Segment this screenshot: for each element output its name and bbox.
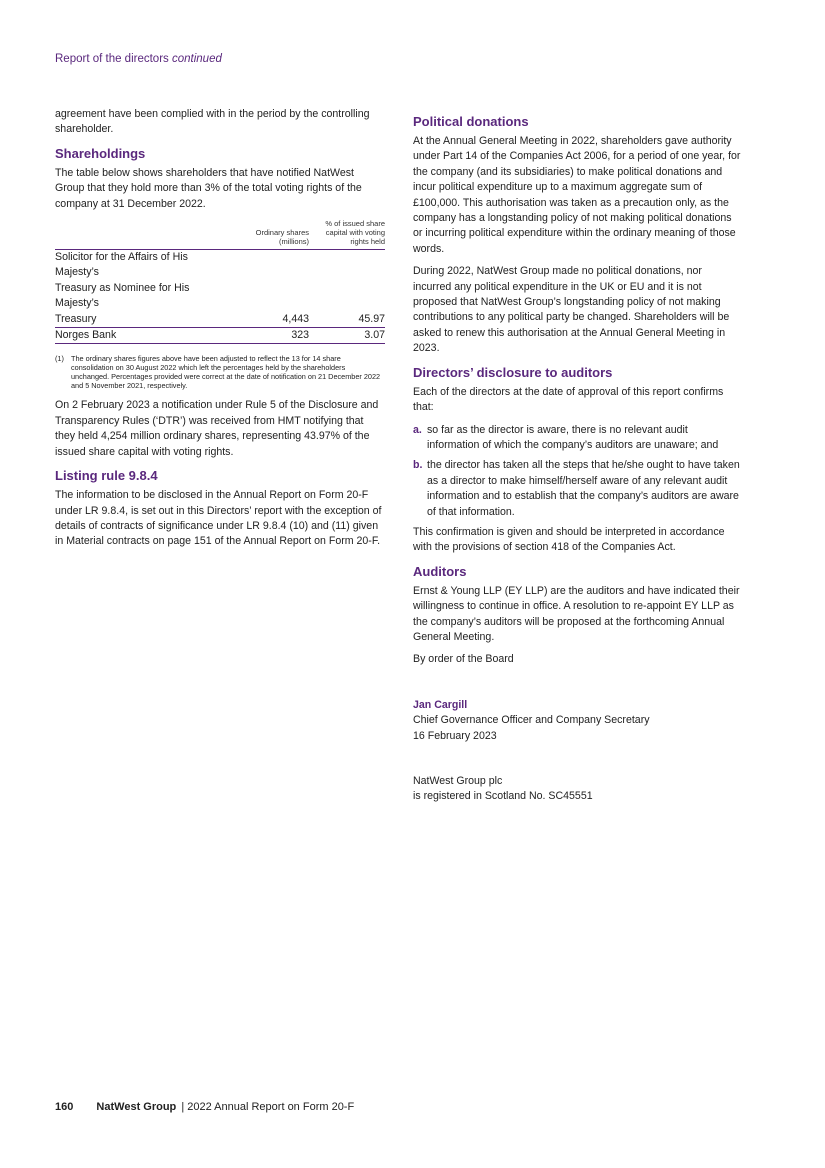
shareholders-table (55, 219, 385, 344)
left-column (55, 107, 385, 557)
row-name: Solicitor for the Affairs of His Majesty’s (55, 250, 234, 281)
dtr-text: On 2 February 2023 a notification under Rule 5 of the Disclosure and Transparency Rules (‘DTR’) was received from HMT notifying that they held 4,254 million ordinary shares, representing 43.97% of the issued share capital with voting rights. (55, 399, 379, 458)
political-p2: During 2022, NatWest Group made no political donations, nor incurred any political expenditure in the UK or EU and it is not proposed that NatWest Group’s longstanding policy of not making contributions to any political party be changed. Shareholders will be asked to renew this authorisation at the Annual General Meeting in 2023. (413, 265, 730, 355)
col-ordinary-shares: Ordinary shares (millions) (255, 228, 309, 247)
row-pct: 45.97 (358, 312, 385, 325)
footnote-text: The ordinary shares figures above have been adjusted to reflect the 13 for 14 share consolidation on 30 August 2022 which left the percentages held by the shareholders unchanged. Percentages provided were correct at the date of notification on 21 December 2022 and 5 November 2021, respectively. (71, 354, 381, 391)
page-number: 160 (55, 1101, 74, 1113)
signatory-name: Jan Cargill (413, 698, 468, 711)
intro-text: agreement have been complied with in the period by the controlling shareholder. (55, 108, 370, 136)
table-row (55, 312, 385, 328)
signature-date: 16 February 2023 (413, 729, 497, 742)
row-shares: 323 (234, 328, 309, 344)
signatory-title: Chief Governance Officer and Company Secretary (413, 714, 650, 727)
list-item (413, 458, 743, 520)
header-title: Report of the directors (55, 53, 169, 65)
auditors-heading: Auditors (413, 563, 467, 579)
disclosure-intro: Each of the directors at the date of approval of this report confirms that: (413, 385, 724, 414)
list-marker: b. (413, 459, 423, 472)
right-column (413, 107, 743, 805)
list-text: so far as the director is aware, there is no relevant audit information of which the company’s auditors are unaware; and (427, 423, 719, 451)
auditors-text: Ernst & Young LLP (EY LLP) are the auditors and have indicated their willingness to continue in office. A resolution to re-appoint EY LLP as the company’s auditors will be proposed at the forthcoming Annual General Meeting. (413, 584, 740, 643)
disclosure-heading: Directors’ disclosure to auditors (413, 364, 613, 380)
row-name: Treasury as Nominee for His Majesty’s (55, 281, 190, 310)
table-row (55, 281, 385, 312)
footer-report: 2022 Annual Report on Form 20-F (187, 1101, 355, 1113)
list-text: the director has taken all the steps that he/she ought to have taken as a director to make himself/herself aware of any relevant audit information and to establish that the company’s auditors are aware of that information. (427, 459, 740, 518)
listing-text: The information to be disclosed in the Annual Report on Form 20-F under LR 9.8.4, is set out in this Directors’ report with the exception of details of contracts of significance under LR 9.8.4 (10) and (11) given in Material contracts on page 151 of the Annual Report on Form 20-F. (55, 489, 382, 548)
row-name: Norges Bank (55, 328, 234, 344)
disclosure-confirmation: This confirmation is given and should be interpreted in accordance with the provisions of section 418 of the Companies Act. (413, 525, 725, 554)
order-text: By order of the Board (413, 653, 514, 666)
listing-heading: Listing rule 9.8.4 (55, 468, 158, 484)
footer-separator: | (181, 1101, 185, 1113)
footnote-marker: (1) (55, 354, 64, 364)
row-name: Treasury (55, 312, 97, 325)
table-row (55, 328, 385, 344)
shareholdings-text: The table below shows shareholders that have notified NatWest Group that they hold more than 3% of the total voting rights of the company at 31 December 2022. (55, 166, 362, 210)
shareholdings-heading: Shareholdings (55, 145, 146, 161)
row-pct: 3.07 (309, 328, 385, 344)
row-shares: 4,443 (282, 312, 309, 325)
registration-text: is registered in Scotland No. SC45551 (413, 790, 593, 803)
list-item (413, 423, 743, 454)
political-heading: Political donations (413, 114, 529, 129)
page-footer (55, 1100, 354, 1115)
list-marker: a. (413, 423, 422, 436)
political-p1: At the Annual General Meeting in 2022, shareholders gave authority under Part 14 of the Companies Act 2006, for a period of one year, for the company (and its subsidiaries) to make political donations and incur political expenditure up to a maximum aggregate sum of £100,000. This authorisation was taken as a precaution only, as the company has a longstanding policy of not making political donations or incurring political expenditure within the ordinary meaning of those words. (413, 135, 741, 255)
running-header (55, 52, 222, 67)
header-continued: continued (171, 53, 222, 65)
company-name: NatWest Group plc (413, 775, 503, 787)
table-footnote (55, 354, 385, 390)
col-pct-share: % of issued share capital with voting rights held (325, 219, 385, 247)
table-row (55, 250, 385, 281)
footer-brand: NatWest Group (96, 1101, 177, 1113)
